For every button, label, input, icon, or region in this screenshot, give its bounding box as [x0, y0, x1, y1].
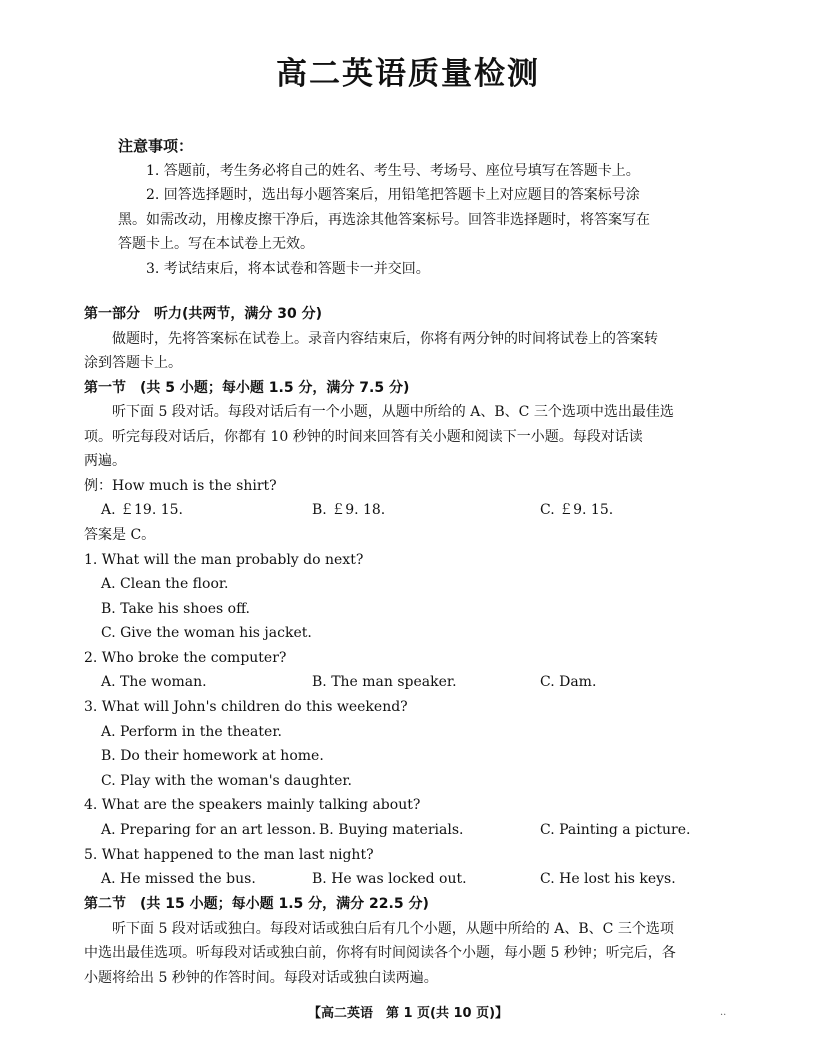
- question-3-option-c: C. Play with the woman's daughter.: [101, 772, 353, 789]
- question-1-option-c: C. Give the woman his jacket.: [101, 625, 312, 641]
- notes-heading: 注意事项：: [118, 137, 194, 155]
- section2-intro-b: 中选出最佳选项。听每段对话或独白前，你将有时间阅读各个小题，每小题 5 秒钟；听完后，各: [84, 945, 676, 961]
- question-4-option-b: B. Buying materials.: [319, 821, 464, 838]
- section1-intro-a: 听下面 5 段对话。每段对话后有一个小题，从题中所给的 A、B、C 三个选项中选出最佳选: [112, 404, 674, 420]
- example-option-c: C. ￡9. 15.: [540, 502, 614, 518]
- example-option-a: A. ￡19. 15.: [101, 502, 183, 518]
- section1-intro-b: 项。听完每段对话后，你都有 10 秒钟的时间来回答有关小题和阅读下一小题。每段对话读: [84, 428, 643, 445]
- section2-intro-c: 小题将给出 5 秒钟的作答时间。每段对话或独白读两遍。: [84, 969, 438, 986]
- question-4-option-a: A. Preparing for an art lesson.: [101, 821, 317, 838]
- example-options: [84, 498, 740, 523]
- part1-heading: 第一部分 听力(共两节，满分 30 分): [84, 306, 323, 322]
- question-1-option-b: B. Take his shoes off.: [101, 600, 251, 617]
- part1-intro-b: 涂到答题卡上。: [84, 355, 182, 371]
- question-1: 1. What will the man probably do next?: [84, 551, 364, 568]
- section2-heading: 第二节 (共 15 小题；每小题 1.5 分，满分 22.5 分): [84, 896, 429, 912]
- question-4: 4. What are the speakers mainly talking about?: [84, 797, 421, 813]
- question-5: 5. What happened to the man last night?: [84, 846, 374, 863]
- question-3-option-a: A. Perform in the theater.: [101, 723, 282, 740]
- section1-intro-c: 两遍。: [84, 453, 126, 469]
- example-answer: 答案是 C。: [84, 527, 156, 543]
- corner-mark: ··: [720, 1010, 727, 1021]
- question-5-options: [84, 867, 740, 892]
- question-2-option-a: A. The woman.: [101, 674, 207, 690]
- notes-item-1: 1. 答题前，考生务必将自己的姓名、考生号、考场号、座位号填写在答题卡上。: [146, 162, 640, 179]
- section2-intro-a: 听下面 5 段对话或独白。每段对话或独白后有几个小题，从题中所给的 A、B、C 三个选项: [112, 920, 674, 937]
- notes-item-3: 3. 考试结束后，将本试卷和答题卡一并交回。: [146, 260, 430, 277]
- question-5-option-c: C. He lost his keys.: [540, 871, 676, 887]
- question-5-option-b: B. He was locked out.: [312, 871, 467, 887]
- example-question: 例：How much is the shirt?: [84, 477, 277, 494]
- question-3: 3. What will John's children do this weekend?: [84, 699, 408, 715]
- notes-item-2a: 2. 回答选择题时，选出每小题答案后，用铅笔把答题卡上对应题目的答案标号涂: [146, 187, 640, 203]
- notes-item-2b: 黑。如需改动，用橡皮擦干净后，再选涂其他答案标号。回答非选择题时，将答案写在: [118, 211, 650, 228]
- question-2: 2. Who broke the computer?: [84, 649, 287, 666]
- question-2-options: [84, 670, 740, 695]
- question-1-option-a: A. Clean the floor.: [101, 576, 229, 592]
- question-5-option-a: A. He missed the bus.: [101, 871, 256, 887]
- question-2-option-b: B. The man speaker.: [312, 674, 457, 690]
- question-3-option-b: B. Do their homework at home.: [101, 748, 324, 764]
- exam-title: 高二英语质量检测: [276, 56, 540, 92]
- question-4-option-c: C. Painting a picture.: [540, 821, 691, 838]
- question-2-option-c: C. Dam.: [540, 674, 597, 690]
- question-4-options: [84, 818, 740, 843]
- example-option-b: B. ￡9. 18.: [312, 502, 386, 518]
- part1-intro-a: 做题时，先将答案标在试卷上。录音内容结束后，你将有两分钟的时间将试卷上的答案转: [112, 330, 658, 347]
- part1-section: [84, 302, 740, 990]
- section1-heading: 第一节 (共 5 小题；每小题 1.5 分，满分 7.5 分): [84, 379, 410, 396]
- page-footer: 【高二英语 第 1 页(共 10 页)】: [307, 1006, 509, 1021]
- notes-item-2c: 答题卡上。写在本试卷上无效。: [118, 236, 314, 252]
- notes-section: [118, 134, 718, 281]
